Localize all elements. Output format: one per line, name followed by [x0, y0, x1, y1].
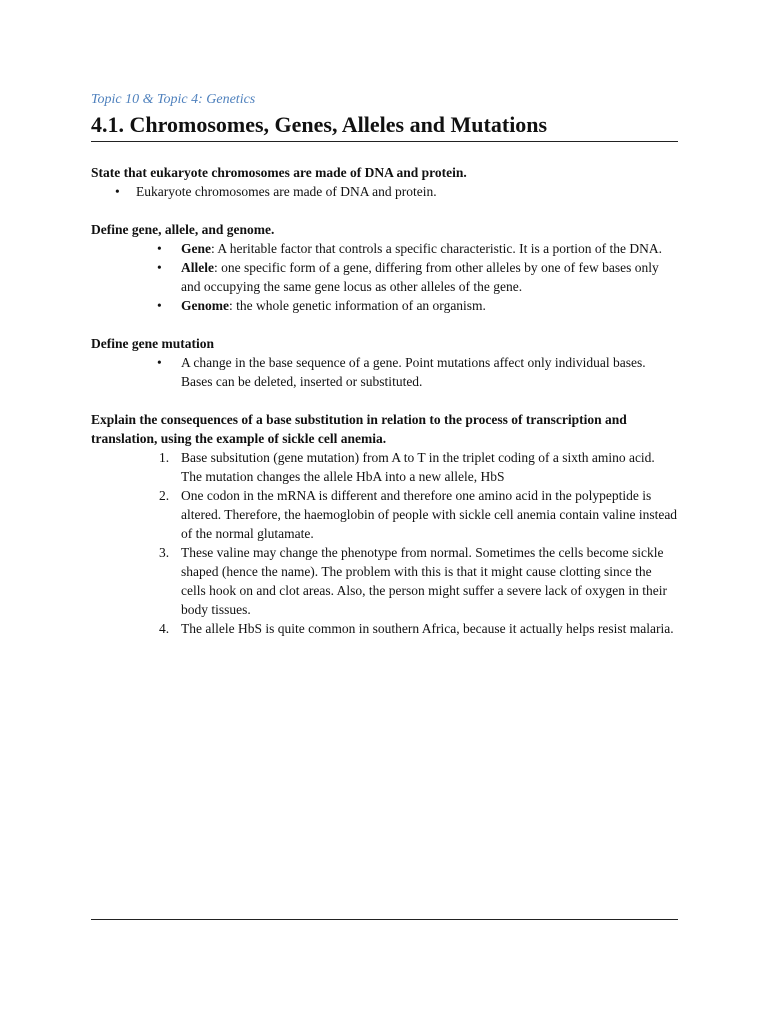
section-mutation: [91, 334, 678, 391]
item-text: Base subsitution (gene mutation) from A to T in the triplet coding of a sixth amino acid. The mutation changes the allele HbA into a new allele, HbS: [181, 450, 655, 484]
section-sickle-cell: [91, 410, 678, 638]
list-item: [91, 296, 678, 315]
item-number: 2.: [159, 488, 170, 503]
item-text: One codon in the mRNA is different and therefore one amino acid in the polypeptide is altered. Therefore, the haemoglobin of people with sickle cell anemia contain valine instead of the normal glutamate.: [181, 488, 678, 541]
item-text: A change in the base sequence of a gene. Point mutations affect only individual bases. Bases can be deleted, inserted or substituted.: [181, 355, 646, 389]
item-text: : the whole genetic information of an organism.: [229, 298, 486, 313]
list-item: [91, 182, 678, 201]
section-question: Define gene mutation: [91, 336, 214, 351]
list-item: [91, 258, 678, 296]
section-definitions: [91, 220, 678, 315]
item-text: : A heritable factor that controls a specific characteristic. It is a portion of the DNA.: [211, 241, 662, 256]
item-number: 3.: [159, 545, 170, 560]
section-question: Explain the consequences of a base substitution in relation to the process of transcription and translation, using the example of sickle cell anemia.: [91, 412, 627, 446]
page-title: 4.1. Chromosomes, Genes, Alleles and Mutations: [91, 111, 678, 142]
section-question: State that eukaryote chromosomes are made of DNA and protein.: [91, 165, 467, 180]
list-item: [91, 486, 678, 543]
topic-label: Topic 10 & Topic 4: Genetics: [91, 92, 256, 107]
bullet-list: [91, 353, 678, 391]
item-text: These valine may change the phenotype from normal. Sometimes the cells become sickle shaped (hence the name). The problem with this is that it might cause clotting since the cells hook on and clot areas. Also, the person might suffer a severe lack of oxygen in their body tissues.: [181, 545, 667, 617]
list-item: [91, 353, 678, 391]
item-text: : one specific form of a gene, differing from other alleles by one of few bases only and occupying the same gene locus as other alleles of the gene.: [181, 260, 659, 294]
section-chromosomes: [91, 163, 678, 201]
section-question: Define gene, allele, and genome.: [91, 222, 275, 237]
list-item: [91, 448, 678, 486]
list-item: [91, 543, 678, 619]
numbered-list: [91, 448, 678, 638]
item-term: Genome: [181, 298, 229, 313]
bullet-list: [91, 239, 678, 315]
item-text: Eukaryote chromosomes are made of DNA and protein.: [136, 184, 437, 199]
document-page: [91, 92, 678, 638]
bullet-list: [91, 182, 678, 201]
footer-divider: [91, 919, 678, 920]
item-number: 1.: [159, 450, 170, 465]
list-item: [91, 619, 678, 638]
item-term: Allele: [181, 260, 214, 275]
list-item: [91, 239, 678, 258]
item-text: The allele HbS is quite common in southern Africa, because it actually helps resist malaria.: [181, 621, 674, 636]
item-term: Gene: [181, 241, 211, 256]
item-number: 4.: [159, 621, 170, 636]
